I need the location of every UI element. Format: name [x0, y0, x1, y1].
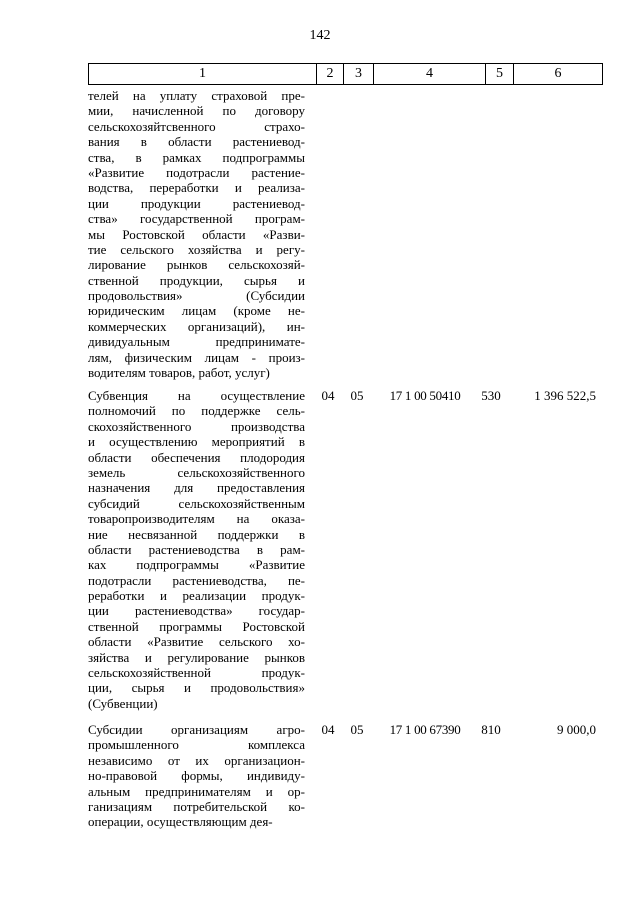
description-line: ственной продукции, сырья и: [88, 272, 305, 288]
row-c5-value: 810: [481, 722, 501, 737]
description-line: «Развитие подотрасли растение-: [88, 164, 305, 180]
description-line: дивидуальным предпринимате-: [88, 334, 305, 350]
row-description: [88, 722, 305, 830]
description-line: лям, физическим лицам - произ-: [88, 349, 305, 365]
table-header: [88, 63, 603, 85]
description-line: ганизациям потребительской ко-: [88, 798, 305, 814]
description-line: и осуществлению мероприятий в: [88, 434, 305, 450]
description-line: ние несвязанной поддержки в: [88, 526, 305, 542]
description-line: реработки и реализации продук-: [88, 588, 305, 604]
description-line: скохозяйственного производства: [88, 418, 305, 434]
description-line: ства» государственной програм-: [88, 211, 305, 227]
description-line: зяйства и регулирование рынков: [88, 649, 305, 665]
description-line: Субвенция на осуществление: [88, 388, 305, 403]
description-line: коммерческих организаций), ин-: [88, 318, 305, 334]
row-c3-value: 05: [350, 388, 364, 403]
row-c6-value: 9 000,0: [557, 722, 596, 737]
description-line: земель сельскохозяйственного: [88, 464, 305, 480]
description-line: области обеспечения плодородия: [88, 449, 305, 465]
description-line: подотрасли растениеводства, пе-: [88, 572, 305, 588]
description-line: телей на уплату страховой пре-: [88, 88, 305, 103]
row-c4-value: 17 1 00 50410: [389, 388, 461, 403]
description-line: промышленного комплекса: [88, 737, 305, 753]
description-line: сельскохозяйственной продук-: [88, 665, 305, 681]
row-c5-value: 530: [481, 388, 501, 403]
description-line: мы Ростовской области «Разви-: [88, 226, 305, 242]
description-line: водителям товаров, работ, услуг): [88, 365, 270, 381]
description-line: Субсидии организациям агро-: [88, 722, 305, 737]
description-line: водства, переработки и реализа-: [88, 180, 305, 196]
description-line: товаропроизводителям на оказа-: [88, 511, 305, 527]
row-description: [88, 88, 305, 380]
row-c6-value: 1 396 522,5: [534, 388, 596, 403]
description-line: сельскохозяйтсвенного страхо-: [88, 118, 305, 134]
row-c2-value: 04: [321, 388, 335, 403]
description-line: назначения для предоставления: [88, 480, 305, 496]
description-line: операции, осуществляющим дея-: [88, 814, 273, 830]
row-c4-value: 17 1 00 67390: [389, 722, 461, 737]
page-number: 142: [309, 28, 331, 43]
description-line: ственной программы Ростовской: [88, 618, 305, 634]
row-c3-value: 05: [350, 722, 364, 737]
description-line: независимо от их организацион-: [88, 752, 305, 768]
description-line: (Субвенции): [88, 695, 158, 711]
description-line: ции продукции растениевод-: [88, 195, 305, 211]
description-line: юридическим лицам (кроме не-: [88, 303, 305, 319]
description-line: ции растениеводства» государ-: [88, 603, 305, 619]
description-line: тие сельского хозяйства и регу-: [88, 241, 305, 257]
description-line: ции, сырья и продовольствия»: [88, 680, 305, 696]
description-line: области «Развитие сельского хо-: [88, 634, 305, 650]
header-col-3: 3: [344, 64, 374, 85]
row-description: [88, 388, 305, 711]
description-line: вания в области растениевод-: [88, 134, 305, 150]
description-line: субсидий сельскохозяйственным: [88, 495, 305, 511]
description-line: ства, в рамках подпрограммы: [88, 149, 305, 165]
description-line: мии, начисленной по договору: [88, 103, 305, 119]
row-c2-value: 04: [321, 722, 335, 737]
header-col-6: 6: [514, 64, 603, 85]
header-col-1: 1: [89, 64, 317, 85]
description-line: альным предпринимателям и ор-: [88, 783, 305, 799]
description-line: но-правовой формы, индивиду-: [88, 768, 305, 784]
description-line: полномочий по поддержке сель-: [88, 403, 305, 419]
header-col-4: 4: [374, 64, 486, 85]
description-line: лирование рынков сельскохозяй-: [88, 257, 305, 273]
description-line: области растениеводства в рам-: [88, 541, 305, 557]
header-col-2: 2: [317, 64, 344, 85]
description-line: ках подпрограммы «Развитие: [88, 557, 305, 573]
header-col-5: 5: [486, 64, 514, 85]
description-line: продовольствия» (Субсидии: [88, 288, 305, 304]
